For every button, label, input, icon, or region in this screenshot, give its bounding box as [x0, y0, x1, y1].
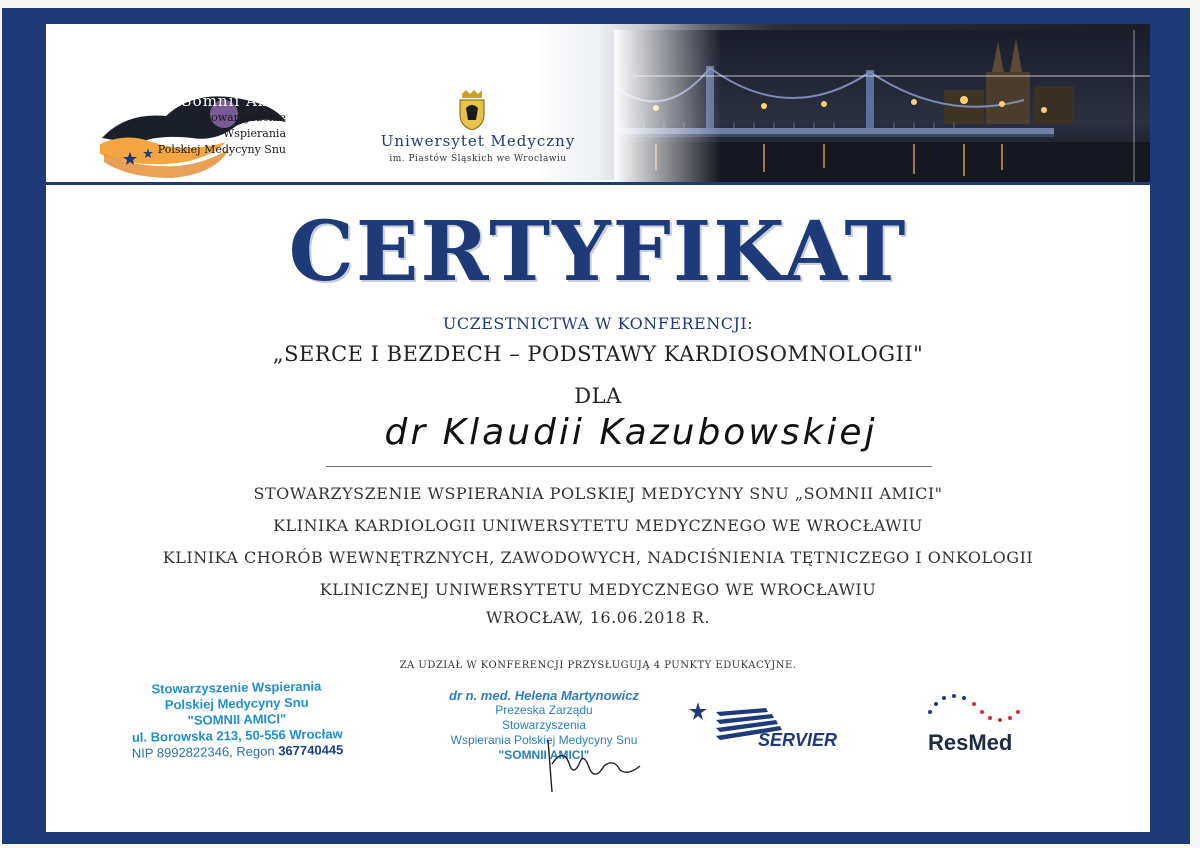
header-divider: [46, 182, 1150, 185]
place-and-date: WROCŁAW, 16.06.2018 R.: [485, 608, 711, 627]
handwritten-signature-image: [544, 736, 654, 796]
bridge-photo-image: [614, 30, 1150, 182]
for-label: DLA: [574, 384, 622, 408]
university-crest-icon: [454, 90, 490, 130]
organizer-line: KLINIKA KARDIOLOGII UNIWERSYTETU MEDYCZNEGO WE WROCŁAWIU: [273, 516, 923, 535]
resmed-logo-text: ResMed: [928, 730, 1013, 755]
recipient-name: dr Klaudii Kazubowskiej: [384, 412, 878, 453]
stamp-regon: 367740445: [278, 742, 344, 759]
association-logo-text: [146, 110, 286, 158]
signatory-name: dr n. med. Helena Martynowicz: [449, 688, 639, 703]
logo-text-line: Wspierania: [223, 127, 286, 140]
association-stamp: [121, 678, 352, 762]
stamp-line: Polskiej Medycyny Snu: [164, 694, 309, 713]
signatory-role: Wspierania Polskiej Medycyny Snu: [450, 733, 638, 747]
university-name: Uniwersytet Medyczny: [380, 132, 576, 150]
university-subtitle: im. Piastów Śląskich we Wrocławiu: [389, 154, 567, 164]
stamp-registration: [122, 742, 352, 762]
certificate-title: CERTYFIKAT: [288, 204, 908, 300]
stamp-line: ul. Borowska 213, 50-556 Wrocław: [131, 726, 343, 745]
servier-logo-text: SERVIER: [758, 730, 838, 750]
signatory-role: Stowarzyszenia: [501, 718, 587, 732]
logo-text-line: Polskiej Medycyny Snu: [157, 143, 286, 156]
organizer-line: KLINIKA CHORÓB WEWNĘTRZNYCH, ZAWODOWYCH, NADCIŚNIENIA TĘTNICZEGO I ONKOLOGII: [162, 548, 1034, 567]
signatory-role: Prezeska Zarządu: [495, 703, 593, 717]
organizer-line: STOWARZYSZENIE WSPIERANIA POLSKIEJ MEDYCYNY SNU „SOMNII AMICI": [253, 484, 943, 503]
stamp-nip: NIP 8992822346, Regon: [131, 743, 279, 761]
certificate-frame: [2, 8, 1190, 844]
education-points-note: ZA UDZIAŁ W KONFERENCJI PRZYSŁUGUJĄ 4 PUNKTY EDUKACYJNE.: [399, 660, 797, 671]
logo-text-line: Stowarzyszenie: [199, 111, 286, 124]
certificate-subtitle: UCZESTNICTWA W KONFERENCJI:: [442, 314, 754, 333]
stamp-line: "SOMNII AMICI": [187, 711, 287, 728]
somnii-amici-logo-name: Somnii Amici: [181, 92, 294, 110]
organizer-line: KLINICZNEJ UNIWERSYTETU MEDYCZNEGO WE WROCŁAWIU: [319, 580, 877, 599]
signatory-role: "SOMNII AMICI": [498, 748, 590, 762]
conference-name: „SERCE I BEZDECH – PODSTAWY KARDIOSOMNOLOGII": [272, 342, 924, 366]
certificate-sheet: [46, 24, 1150, 832]
stamp-line: Stowarzyszenie Wspierania: [151, 678, 322, 697]
recipient-underline: [326, 466, 932, 467]
